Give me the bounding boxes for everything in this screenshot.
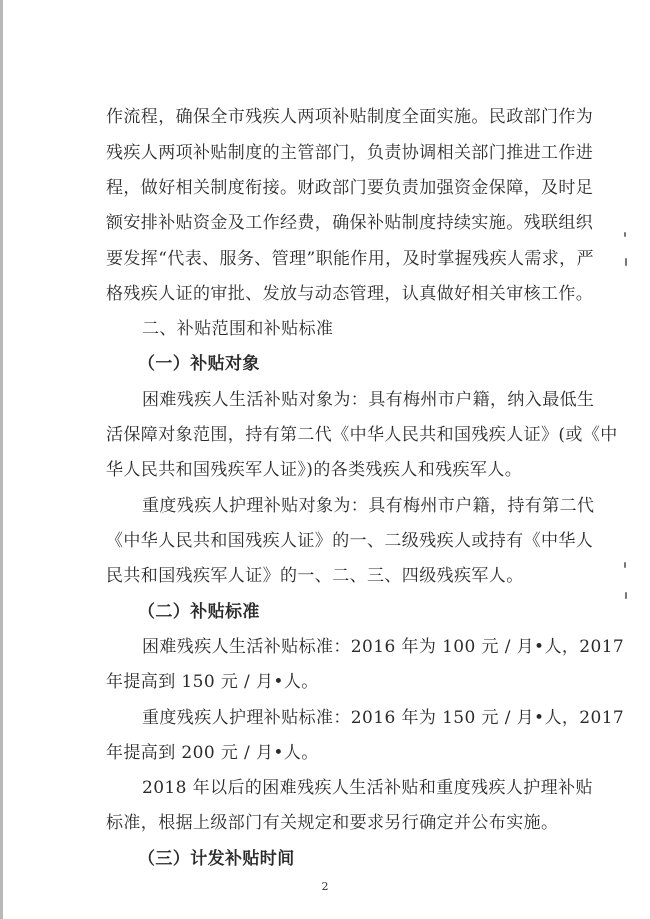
paragraph-line: 2018 年以后的困难残疾人生活补贴和重度残疾人护理补贴 bbox=[142, 778, 593, 798]
paragraph-line: 作流程，确保全市残疾人两项补贴制度全面实施。民政部门作为 bbox=[106, 107, 594, 127]
scan-speck bbox=[624, 232, 626, 237]
subsection-heading: （三）计发补贴时间 bbox=[138, 849, 295, 869]
paragraph-line: 华人民共和国残疾军人证》)的各类残疾人和残疾军人。 bbox=[106, 460, 523, 480]
paragraph-line: 重度残疾人护理补贴对象为：具有梅州市户籍，持有第二代 bbox=[142, 496, 595, 516]
paragraph-line: 重度残疾人护理补贴标准：2016 年为 150 元 / 月•人，2017 bbox=[142, 708, 625, 728]
scan-speck bbox=[625, 592, 627, 599]
subsection-heading: （二）补贴标准 bbox=[138, 602, 260, 622]
paragraph-line: 民共和国残疾军人证》的一、二、三、四级残疾军人。 bbox=[106, 566, 524, 586]
paragraph-line: 年提高到 150 元 / 月•人。 bbox=[106, 672, 319, 692]
paragraph-line: 额安排补贴资金及工作经费，确保补贴制度持续实施。残联组织 bbox=[106, 213, 594, 233]
scan-speck bbox=[625, 258, 627, 266]
scan-page-edge bbox=[0, 0, 3, 919]
section-heading: 二、补贴范围和补贴标准 bbox=[142, 319, 334, 339]
paragraph-line: 年提高到 200 元 / 月•人。 bbox=[106, 743, 319, 763]
paragraph-line: 要发挥“代表、服务、管理”职能作用，及时掌握残疾人需求，严 bbox=[106, 249, 594, 269]
paragraph-line: 困难残疾人生活补贴对象为：具有梅州市户籍，纳入最低生 bbox=[142, 390, 595, 410]
paragraph-line: 残疾人两项补贴制度的主管部门，负责协调相关部门推进工作进 bbox=[106, 143, 594, 163]
paragraph-line: 活保障对象范围，持有第二代《中华人民共和国残疾人证》(或《中 bbox=[106, 425, 618, 445]
scan-speck bbox=[624, 562, 626, 568]
paragraph-line: 格残疾人证的审批、发放与动态管理，认真做好相关审核工作。 bbox=[106, 284, 594, 304]
paragraph-line: 《中华人民共和国残疾人证》的一、二级残疾人或持有《中华人 bbox=[106, 531, 594, 551]
page-number: 2 bbox=[321, 880, 329, 893]
paragraph-line: 困难残疾人生活补贴标准：2016 年为 100 元 / 月•人，2017 bbox=[142, 637, 625, 657]
paragraph-line: 程，做好相关制度衔接。财政部门要负责加强资金保障，及时足 bbox=[106, 178, 594, 198]
subsection-heading: （一）补贴对象 bbox=[138, 354, 260, 374]
paragraph-line: 标准，根据上级部门有关规定和要求另行确定并公布实施。 bbox=[106, 813, 559, 833]
